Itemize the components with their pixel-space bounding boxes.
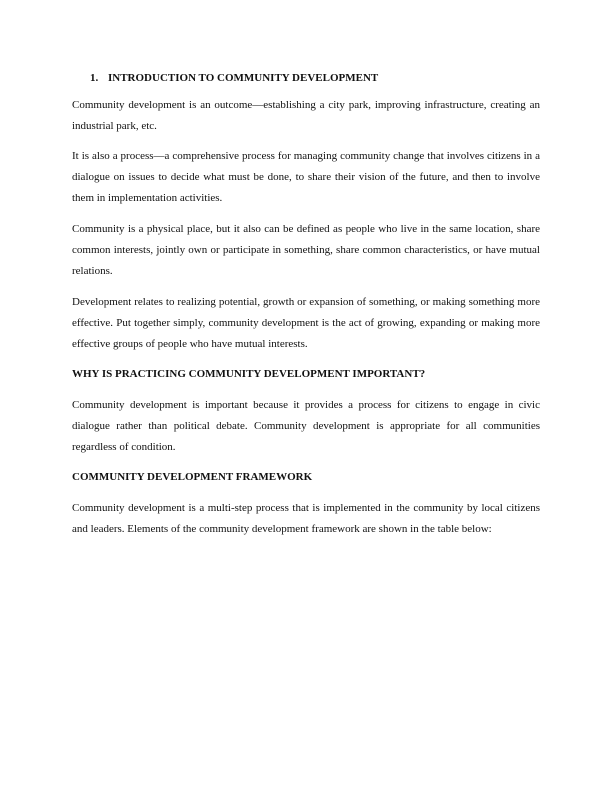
section-number: 1. xyxy=(90,72,99,84)
paragraph-process: It is also a process—a comprehensive process for managing community change that involves citizens in a dialogue on issues to decide what must be done, to share their vision of the future, and then to involve them in implementation activities. xyxy=(72,150,540,204)
section-title: INTRODUCTION TO COMMUNITY DEVELOPMENT xyxy=(108,72,379,84)
paragraph-development: Development relates to realizing potential, growth or expansion of something, or making something more effective. Put together simply, community development is the act of growing, expanding or making more effective groups of people who have mutual interests. xyxy=(72,296,540,350)
heading-framework: COMMUNITY DEVELOPMENT FRAMEWORK xyxy=(72,471,313,483)
paragraph-importance: Community development is important because it provides a process for citizens to engage in civic dialogue rather than political debate. Community development is appropriate for all communities regardless of condition. xyxy=(72,399,540,453)
paragraph-outcome: Community development is an outcome—establishing a city park, improving infrastructure, creating an industrial park, etc. xyxy=(72,99,540,132)
paragraph-community: Community is a physical place, but it also can be defined as people who live in the same location, share common interests, jointly own or participate in something, share common characteristics, or have mutual relations. xyxy=(72,223,540,277)
heading-why-important: WHY IS PRACTICING COMMUNITY DEVELOPMENT IMPORTANT? xyxy=(72,368,426,380)
paragraph-framework: Community development is a multi-step process that is implemented in the community by local citizens and leaders. Elements of the community development framework are shown in the table below: xyxy=(72,502,540,535)
section-heading-introduction xyxy=(90,68,558,89)
